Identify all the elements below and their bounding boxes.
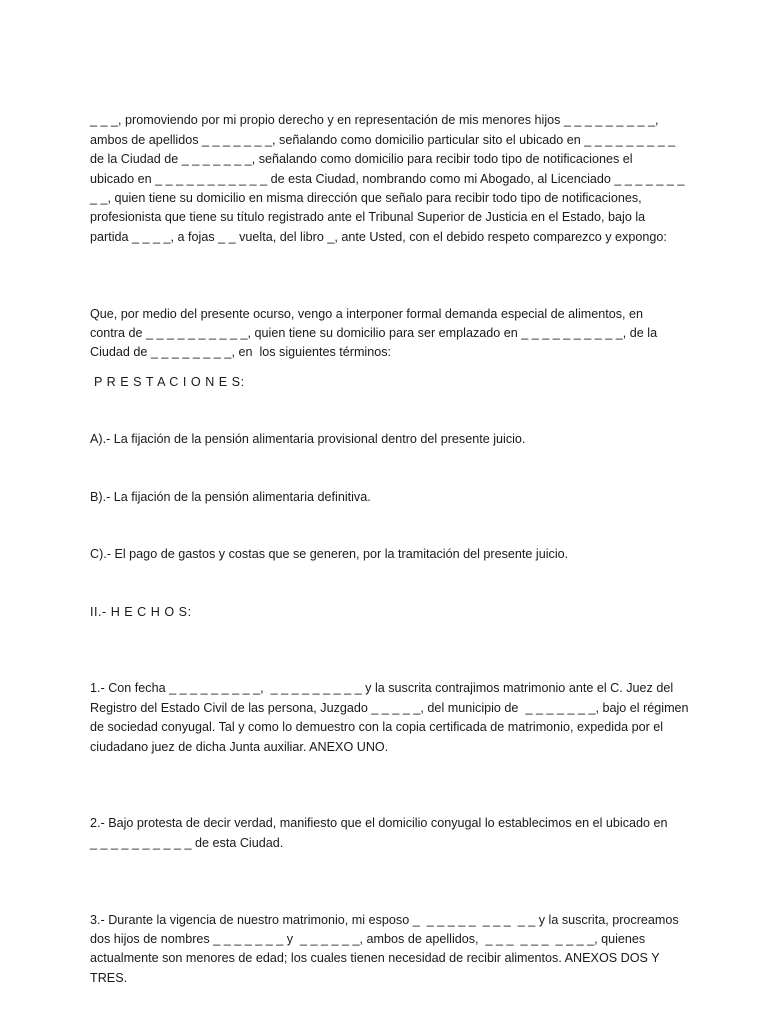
spacer	[90, 507, 682, 545]
spacer	[90, 565, 682, 603]
hecho-1-paragraph	[90, 660, 689, 757]
demand-paragraph	[90, 285, 682, 363]
demand-line: Que, por medio del presente ocurso, vengo a interponer formal demanda especial de alimentos, en	[90, 306, 644, 321]
hechos-heading: II.- H E C H O S:	[90, 604, 192, 619]
spacer	[90, 622, 682, 660]
prestacion-b: B).- La fijación de la pensión alimentaria definitiva.	[90, 489, 371, 504]
hecho-1-line: de sociedad conyugal. Tal y como lo demuestro con la copia certificada de matrimonio, expedida por el	[90, 720, 664, 735]
hecho-2-paragraph	[90, 795, 682, 853]
intro-line: de la Ciudad de _ _ _ _ _ _ _, señalando como domicilio para recibir todo tipo de notificaciones el	[90, 152, 633, 167]
spacer	[90, 363, 682, 373]
document-page	[90, 92, 689, 988]
prestacion-c: C).- El pago de gastos y costas que se generen, por la tramitación del presente juicio.	[90, 547, 569, 562]
hecho-3-line: dos hijos de nombres _ _ _ _ _ _ _ y _ _ _ _ _ _, ambos de apellidos, _ _ _ _ _ _ _ _ _ _, quienes	[90, 931, 646, 946]
spacer	[90, 392, 682, 430]
prestaciones-heading: P R E S T A C I O N E S:	[90, 374, 245, 389]
hecho-3-line: TRES.	[90, 970, 128, 985]
spacer	[90, 757, 682, 795]
intro-line: partida _ _ _ _, a fojas _ _ vuelta, del libro _, ante Usted, con el debido respeto comparezco y expongo:	[90, 229, 667, 244]
intro-line: ubicado en _ _ _ _ _ _ _ _ _ _ _ de esta Ciudad, nombrando como mi Abogado, al Licenciado _ _ _ _ _ _ _	[90, 171, 685, 186]
spacer	[90, 247, 682, 285]
hecho-1-line: Registro del Estado Civil de las persona, Juzgado _ _ _ _ _, del municipio de _ _ _ _ _ _ _, bajo el régimen	[90, 700, 689, 715]
hecho-1-line: ciudadano juez de dicha Junta auxiliar. ANEXO UNO.	[90, 739, 389, 754]
intro-line: profesionista que tiene su título registrado ante el Tribunal Superior de Justicia en el Estado, bajo la	[90, 210, 646, 225]
hecho-2-line: 2.- Bajo protesta de decir verdad, manifiesto que el domicilio conyugal lo establecimos en el ubicado en	[90, 816, 668, 831]
hecho-3-paragraph	[90, 891, 682, 988]
demand-line: Ciudad de _ _ _ _ _ _ _ _, en los siguientes términos:	[90, 345, 392, 360]
prestacion-a: A).- La fijación de la pensión alimentaria provisional dentro del presente juicio.	[90, 432, 526, 447]
intro-paragraph	[90, 92, 685, 247]
spacer	[90, 853, 682, 891]
hecho-3-line: actualmente son menores de edad; los cuales tienen necesidad de recibir alimentos. ANEXOS DOS Y	[90, 951, 660, 966]
demand-line: contra de _ _ _ _ _ _ _ _ _ _, quien tiene su domicilio para ser emplazado en _ _ _ _ _ _ _ _ _ _, de la	[90, 326, 658, 341]
intro-line: _ _, quien tiene su domicilio en misma dirección que señalo para recibir todo tipo de notificaciones,	[90, 191, 642, 206]
spacer	[90, 450, 682, 488]
intro-line: ambos de apellidos _ _ _ _ _ _ _, señalando como domicilio particular sito el ubicado en _ _ _ _ _ _ _ _ _	[90, 132, 676, 147]
hecho-1-line: 1.- Con fecha _ _ _ _ _ _ _ _ _, _ _ _ _ _ _ _ _ _ y la suscrita contrajimos matrimonio ante el C. Juez del	[90, 681, 674, 696]
hecho-2-line: _ _ _ _ _ _ _ _ _ _ de esta Ciudad.	[90, 835, 284, 850]
intro-line: _ _ _, promoviendo por mi propio derecho y en representación de mis menores hijos _ _ _ _ _ _ _ _ _,	[90, 113, 659, 128]
hecho-3-line: 3.- Durante la vigencia de nuestro matrimonio, mi esposo _ _ _ _ _ _ _ _ _ _ _ y la suscrita, procreamos	[90, 912, 679, 927]
